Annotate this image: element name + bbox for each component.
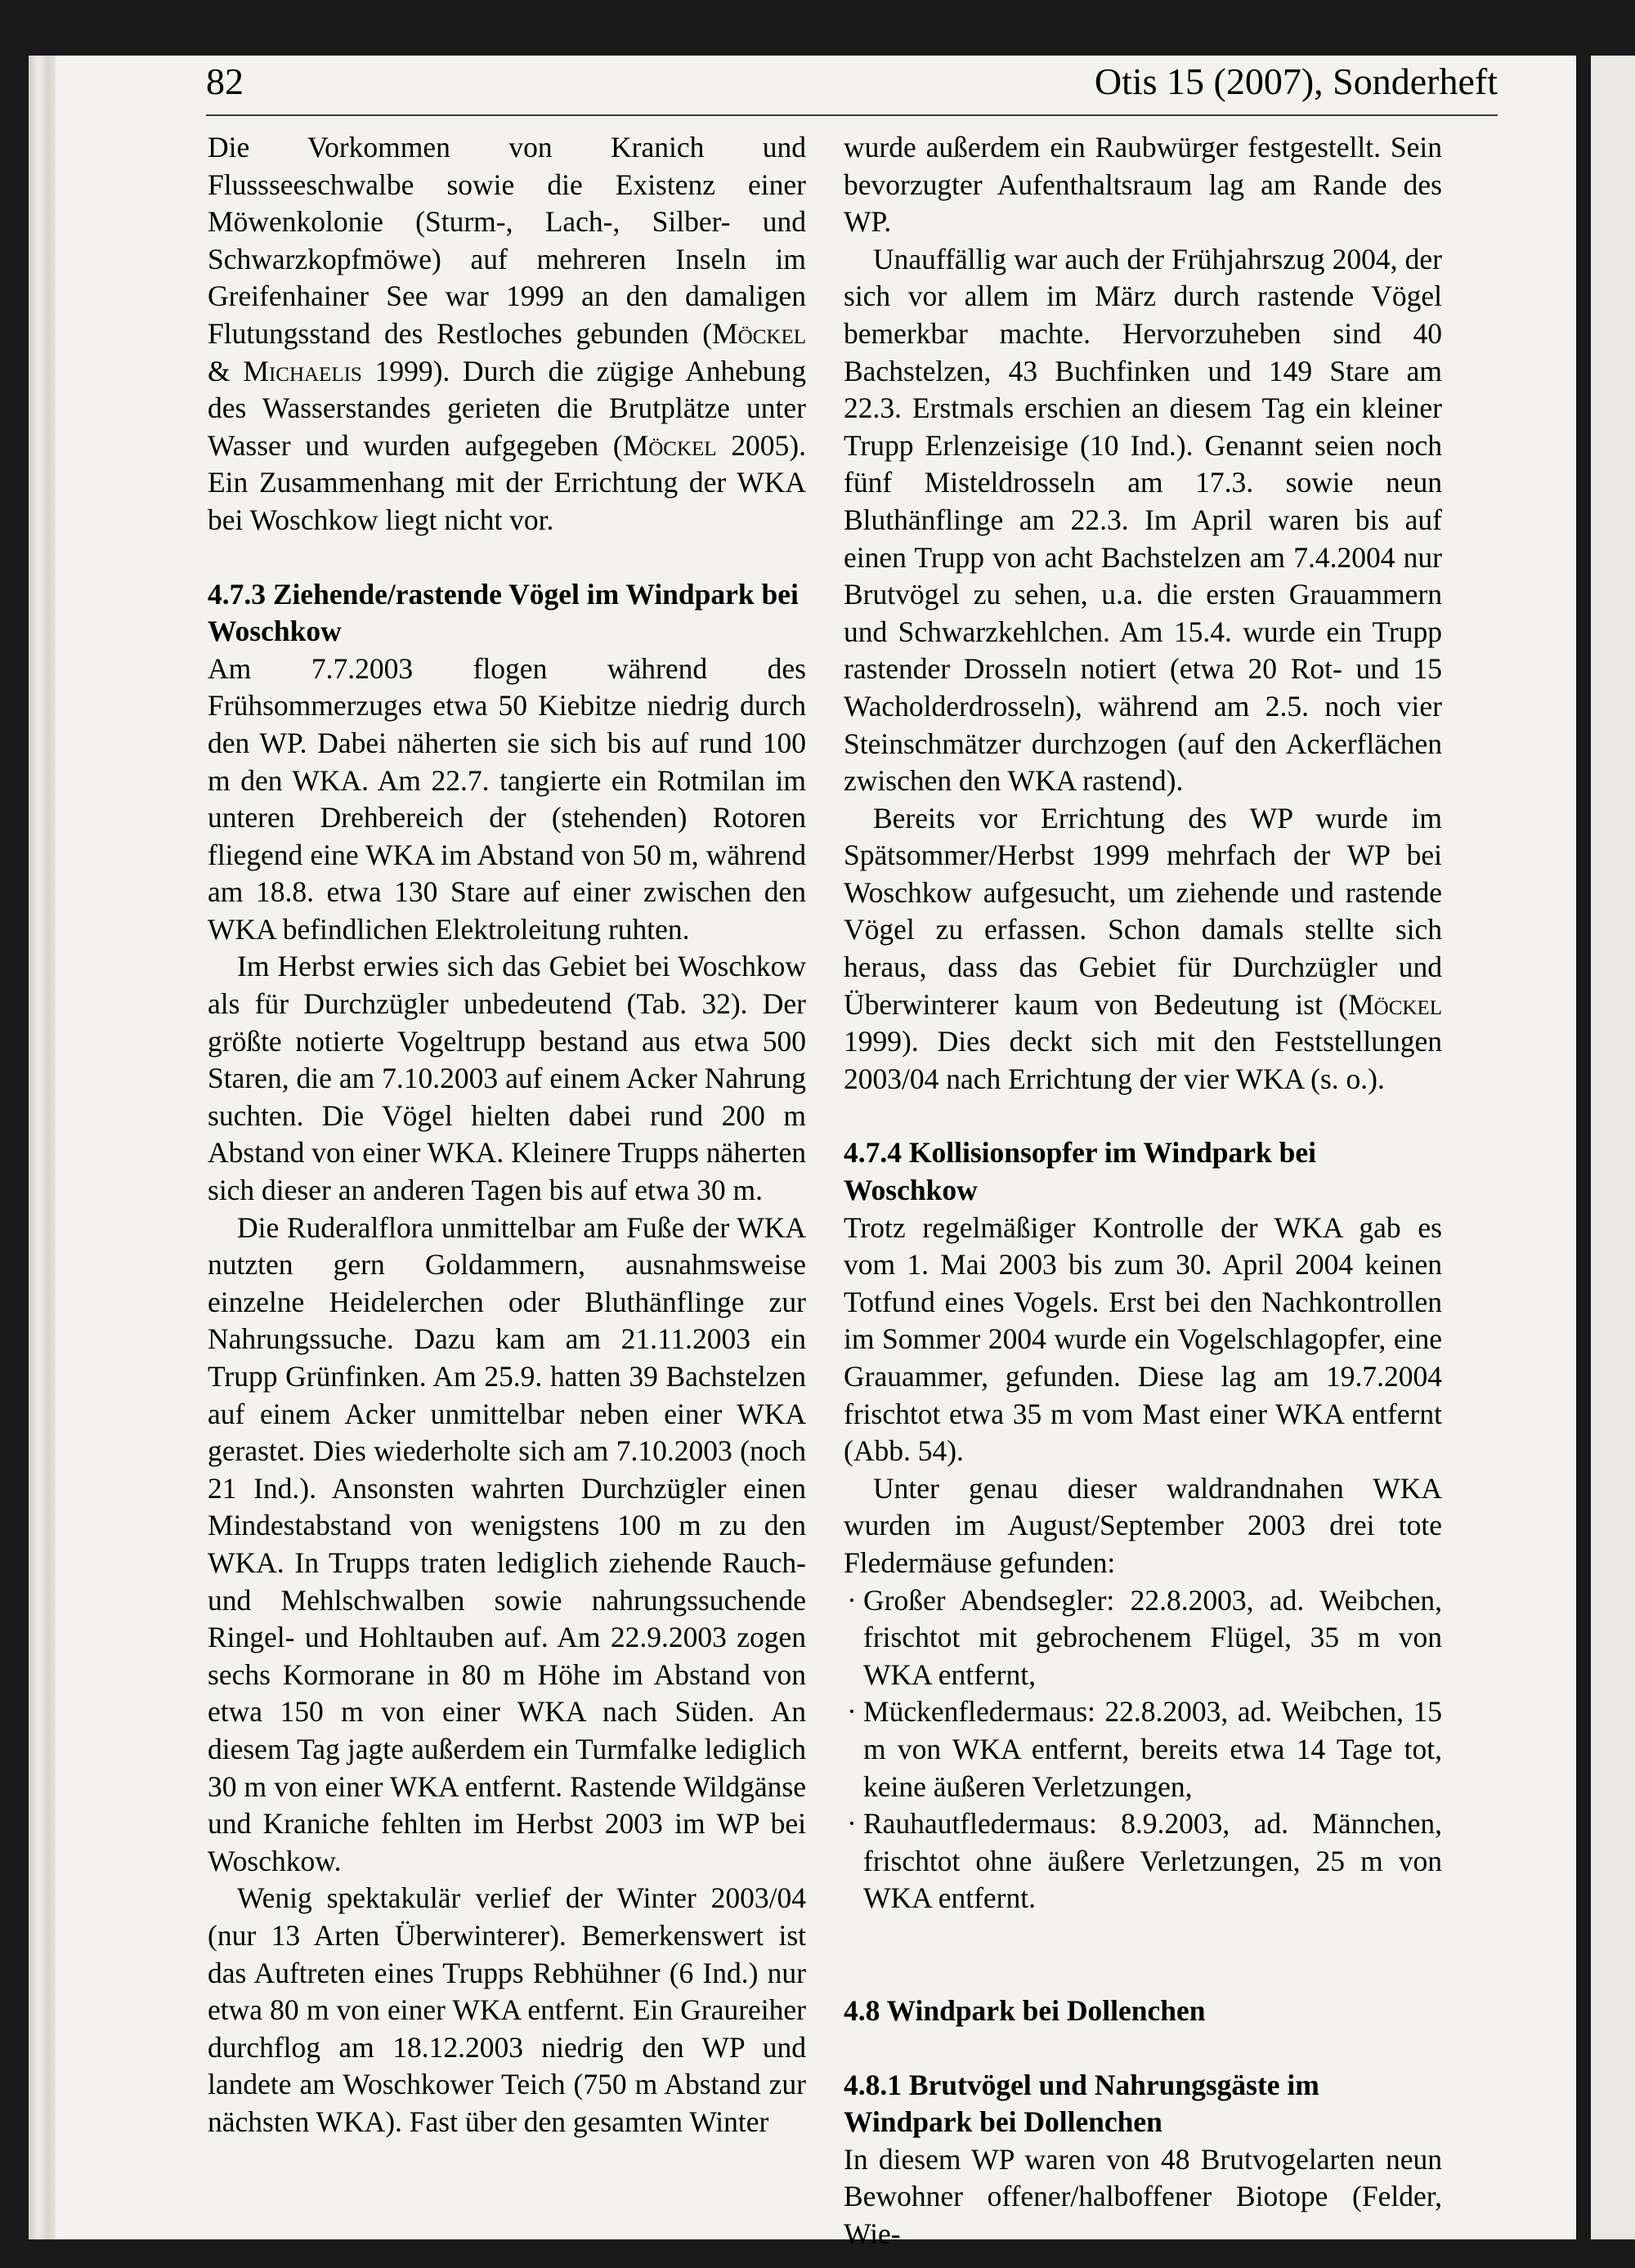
paragraph: Unter genau dieser waldrandnahen WKA wurden im August/September 2003 drei tote Fledermäuse gefunden: <box>844 1471 1442 1579</box>
paragraph: Am 7.7.2003 flogen während des Frühsommerzuges etwa 50 Kiebitze niedrig durch den WP. Dabei näherten sie sich bis auf rund 100 m den WKA. Am 22.7. tangierte ein Rotmilan im unteren Drehbereich der (stehenden) Rotoren fliegend eine WKA im Abstand von 50 m, während am 18.8. etwa 130 Stare auf einer zwischen den WKA befindlichen Elektroleitung ruhten. <box>208 651 806 946</box>
section-heading-4-7-3: 4.7.3 Ziehende/rastende Vögel im Windpark bei Woschkow <box>208 577 799 648</box>
left-column <box>208 129 806 2141</box>
list-item: · Rauhautfledermaus: 8.9.2003, ad. Männchen, frischtot ohne äußere Verletzungen, 25 m von WKA entfernt. <box>844 1805 1442 1917</box>
section-heading-4-8-1: 4.8.1 Brutvögel und Nahrungsgäste im Windpark bei Dollenchen <box>844 2068 1319 2139</box>
paragraph: Unauffällig war auch der Frühjahrszug 2004, der sich vor allem im März durch rastende Vögel bemerkbar machte. Hervorzuheben sind 40 Bachstelzen, 43 Buchfinken und 149 Stare am 22.3. Erstmals erschien an diesem Tag ein kleiner Trupp Erlenzeisige (10 Ind.). Genannt seien noch fünf Misteldrosseln am 17.3. sowie neun Bluthänflinge am 22.3. Im April waren bis auf einen Trupp von acht Bachstelzen am 7.4.2004 nur Brutvögel zu sehen, u.a. die ersten Grauammern und Schwarzkehlchen. Am 15.4. wurde ein Trupp rastender Drosseln notiert (etwa 20 Rot- und 15 Wacholderdrosseln), während am 2.5. noch vier Steinschmätzer durchzogen (auf den Ackerflächen zwischen den WKA rastend). <box>844 242 1442 798</box>
facing-page-edge <box>1591 56 1635 2239</box>
list-item: · Mückenfledermaus: 22.8.2003, ad. Weibchen, 15 m von WKA entfernt, bereits etwa 14 Tage tot, keine äußeren Verletzungen, <box>844 1693 1442 1805</box>
journal-title: Otis 15 (2007), Sonderheft <box>1094 60 1498 102</box>
citation: Möckel & Michaelis <box>208 316 806 387</box>
paragraph: Die Ruderalflora unmittelbar am Fuße der WKA nutzten gern Goldammern, ausnahmsweise einzelne Heidelerchen oder Bluthänflinge zur Nahrungssuche. Dazu kam am 21.11.2003 ein Trupp Grünfinken. Am 25.9. hatten 39 Bachstelzen auf einem Acker unmittelbar neben einer WKA gerastet. Dies wiederholte sich am 7.10.2003 (noch 21 Ind.). Ansonsten wahrten Durchzügler einen Mindestabstand von wenigstens 100 m zu den WKA. In Trupps traten lediglich ziehende Rauch- und Mehlschwalben sowie nahrungssuchende Ringel- und Hohltauben auf. Am 22.9.2003 zogen sechs Kormorane in 80 m Höhe im Abstand von etwa 150 m von einer WKA nach Süden. An diesem Tag jagte außerdem ein Turmfalke lediglich 30 m von einer WKA entfernt. Rastende Wildgänse und Kraniche fehlten im Herbst 2003 im WP bei Woschkow. <box>208 1210 806 1877</box>
paragraph: Im Herbst erwies sich das Gebiet bei Woschkow als für Durchzügler unbedeutend (Tab. 32). Der größte notierte Vogeltrupp bestand aus etwa 500 Staren, die am 7.10.2003 auf einem Acker Nahrung suchten. Die Vögel hielten dabei rund 200 m Abstand von einer WKA. Kleinere Trupps näherten sich dieser an anderen Tagen bis auf etwa 30 m. <box>208 950 806 1207</box>
list-item: · Großer Abendsegler: 22.8.2003, ad. Weibchen, frischtot mit gebrochenem Flügel, 35 m von WKA entfernt, <box>844 1582 1442 1694</box>
right-column <box>844 129 1442 2252</box>
section-heading-4-8: 4.8 Windpark bei Dollenchen <box>844 1993 1206 2027</box>
paragraph: Wenig spektakulär verlief der Winter 2003/04 (nur 13 Arten Überwinterer). Bemerkenswert ist das Auftreten eines Trupps Rebhühner (6 Ind.) nur etwa 80 m von einer WKA entfernt. Ein Graureiher durchflog am 18.12.2003 niedrig den WP und landete am Woschkower Teich (750 m Abstand zur nächsten WKA). Fast über den gesamten Winter <box>208 1881 806 2138</box>
citation: Möckel <box>1348 987 1442 1021</box>
citation: Möckel <box>622 428 717 462</box>
header-rule <box>206 114 1498 116</box>
paragraph: Die Vorkommen von Kranich und Flussseeschwalbe sowie die Existenz einer Möwenkolonie (Sturm-, Lach-, Silber- und Schwarzkopfmöwe) auf mehreren Inseln im Greifenhainer See war 1999 an den damaligen Flutungsstand des Restloches gebunden (Möckel & Michaelis 1999). Durch die zügige Anhebung des Wasserstandes gerieten die Brutplätze unter Wasser und wurden aufgegeben (Möckel 2005). Ein Zusammenhang mit der Errichtung der WKA bei Woschkow liegt nicht vor. <box>208 131 807 536</box>
paragraph: In diesem WP waren von 48 Brutvogelarten neun Bewohner offener/halboffener Biotope (Felder, Wie- <box>844 2142 1442 2250</box>
paragraph: wurde außerdem ein Raubwürger festgestellt. Sein bevorzugter Aufenthaltsraum lag am Rande des WP. <box>844 131 1442 239</box>
running-header <box>206 57 1498 106</box>
paragraph: Bereits vor Errichtung des WP wurde im Spätsommer/Herbst 1999 mehrfach der WP bei Woschkow aufgesucht, um ziehende und rastende Vögel zu erfassen. Schon damals stellte sich heraus, dass das Gebiet für Durchzügler und Überwinterer kaum von Bedeutung ist (Möckel 1999). Dies deckt sich mit den Feststellungen 2003/04 nach Errichtung der vier WKA (s. o.). <box>844 801 1442 1095</box>
bat-list <box>844 1582 1442 1917</box>
page-number: 82 <box>206 60 244 102</box>
section-heading-4-7-4: 4.7.4 Kollisionsopfer im Windpark bei Woschkow <box>844 1136 1316 1207</box>
paragraph: Trotz regelmäßiger Kontrolle der WKA gab es vom 1. Mai 2003 bis zum 30. April 2004 keinen Totfund eines Vogels. Erst bei den Nachkontrollen im Sommer 2004 wurde ein Vogelschlagopfer, eine Grauammer, gefunden. Diese lag am 19.7.2004 frischtot etwa 35 m vom Mast einer WKA entfernt (Abb. 54). <box>844 1210 1442 1468</box>
